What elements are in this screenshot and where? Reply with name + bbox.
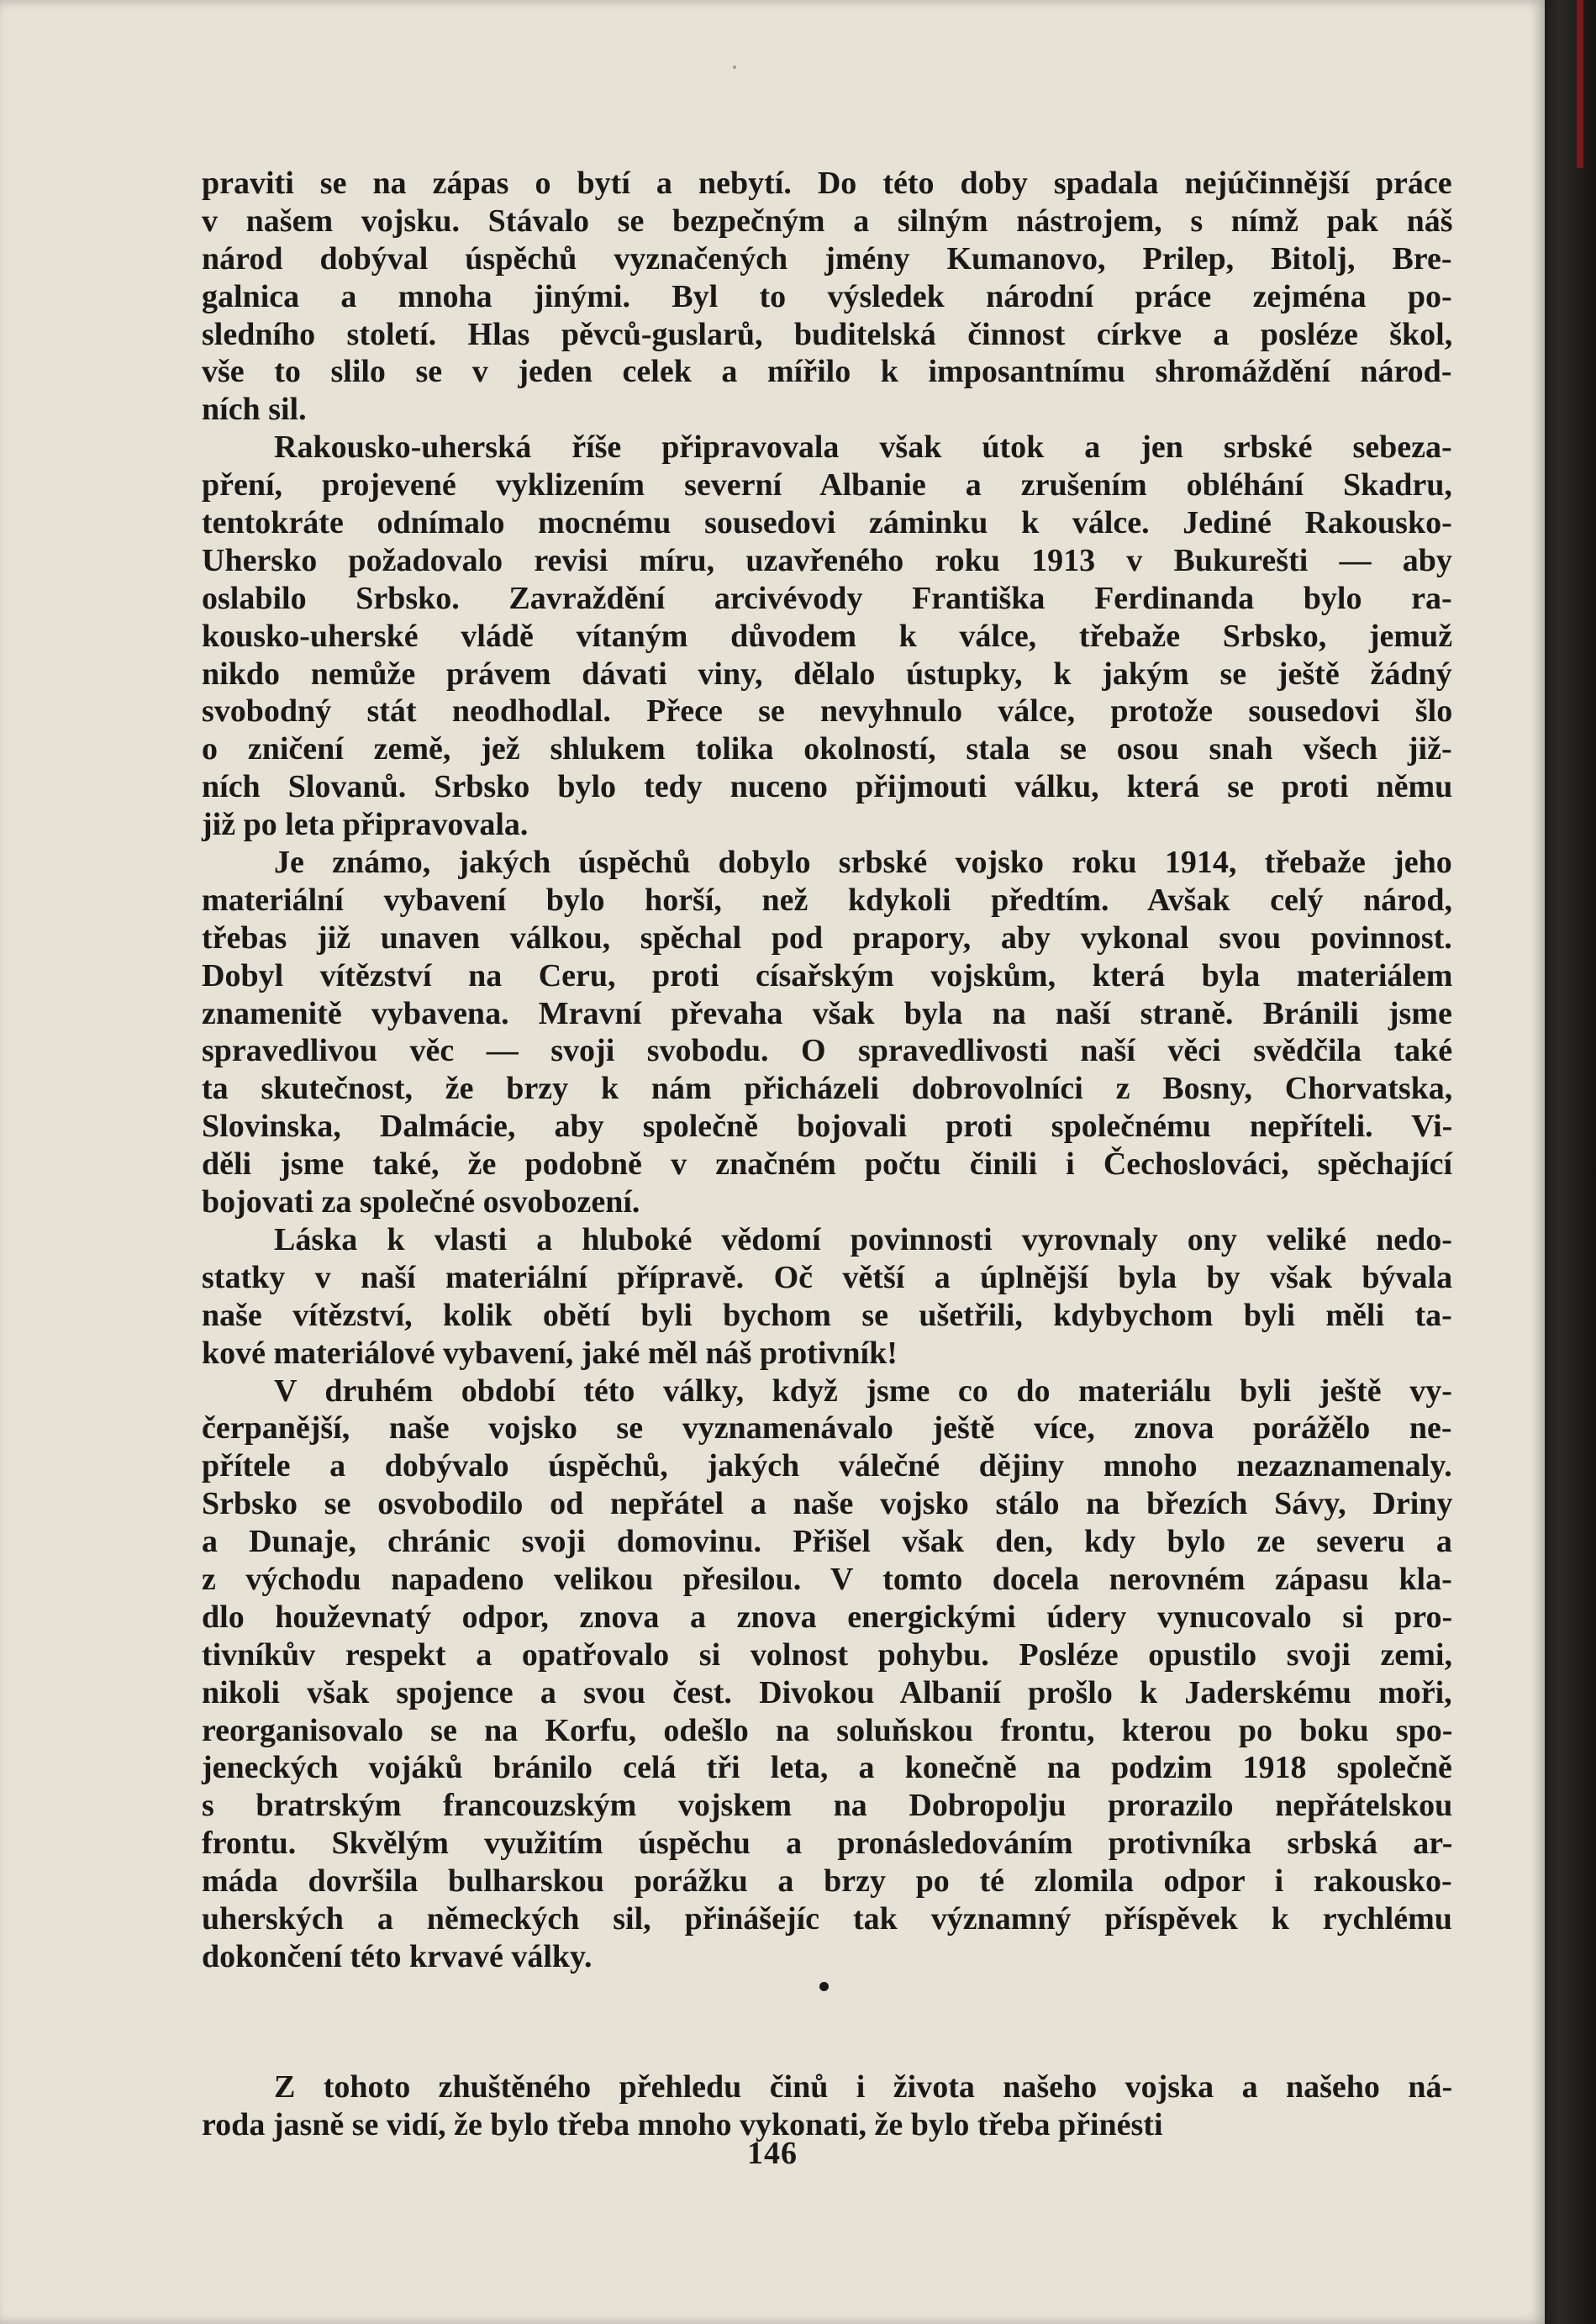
text-line: svobodný stát neodhodlal. Přece se nevyhnulo válce, protože sousedovi šlo [202,693,1453,730]
text-line: tivníkův respekt a opatřovalo si volnost pohybu. Posléze opustilo svoji zemi, [202,1636,1452,1673]
section-dot [819,1982,829,1991]
text-line: V druhém období této války, když jsme co do materiálu byli ještě vy- [274,1373,1452,1409]
text-line: uherských a německých sil, přinášejíc tak významný příspěvek k rychlému [202,1900,1452,1937]
text-line: ních Slovanů. Srbsko bylo tedy nuceno přijmouti válku, která se proti němu [202,769,1453,805]
paragraph [202,1373,1452,1976]
text-line: statky v naší materiální přípravě. Oč větší a úplnější byla by však bývala [202,1259,1453,1295]
text-line: oslabilo Srbsko. Zavraždění arcivévody Františka Ferdinanda bylo ra- [202,580,1452,616]
text-line: o zničení země, jež shlukem tolika okolností, stala se osou snah všech již- [202,731,1452,767]
text-line: roda jasně se vidí, že bylo třeba mnoho vykonati, že bylo třeba přinésti [202,2106,1163,2142]
body-text [202,165,1452,2144]
paragraph [202,1221,1452,1373]
text-line: tentokráte odnímalo mocnému sousedovi záminku k válce. Jediné Rakousko- [202,505,1452,541]
text-line: bojovati za společné osvobození. [202,1184,640,1220]
text-line: naše vítězství, kolik obětí byli bychom se ušetřili, kdybychom byli měli ta- [202,1297,1452,1333]
text-line: Srbsko se osvobodilo od nepřátel a naše vojsko stálo na březích Sávy, Driny [202,1486,1453,1522]
text-line: nikoli však spojence a svou čest. Divokou Albanií prošlo k Jaderskému moři, [202,1674,1452,1710]
text-line: materiální vybavení bylo horší, než kdykoli předtím. Avšak celý národ, [202,882,1452,918]
text-line: přítele a dobývalo úspěchů, jakých válečné dějiny mnoho nezaznamenaly. [202,1448,1452,1484]
book-edge [1545,0,1596,2324]
text-line: třebas již unaven válkou, spěchal pod prapory, aby vykonal svou povinnost. [202,920,1452,956]
text-line: Slovinska, Dalmácie, aby společně bojovali proti společnému nepříteli. Vi- [202,1109,1453,1145]
text-line: děli jsme také, že podobně v značném počtu činili i Čechoslováci, spěchající [202,1146,1453,1183]
text-line: Rakousko-uherská říše připravovala však útok a jen srbské sebeza- [274,429,1452,466]
text-line: z východu napadeno velikou přesilou. V tomto docela nerovném zápasu kla- [202,1561,1452,1597]
text-line: spravedlivou věc — svoji svobodu. O spravedlivosti naší věci svědčila také [202,1033,1453,1069]
text-line: Z tohoto zhuštěného přehledu činů i života našeho vojska a našeho ná- [274,2068,1453,2105]
text-line: již po leta připravovala. [202,807,529,843]
book-edge-accent [1577,0,1583,168]
text-line: jeneckých vojáků bránilo celá tři leta, a konečně na podzim 1918 společně [202,1750,1452,1786]
text-line: v našem vojsku. Stávalo se bezpečným a silným nástrojem, s nímž pak náš [202,203,1453,239]
text-line: a Dunaje, chránic svoji domovinu. Přišel však den, kdy bylo ze severu a [202,1524,1452,1560]
paragraph [202,2068,1452,2144]
text-line: dlo houževnatý odpor, znova a znova energickými údery vynucovalo si pro- [202,1599,1453,1635]
text-line: Je známo, jakých úspěchů dobylo srbské vojsko roku 1914, třebaže jeho [274,845,1452,881]
text-line: ta skutečnost, že brzy k nám přicházeli dobrovolníci z Bosny, Chorvatska, [202,1071,1453,1107]
page-number: 146 [747,2136,798,2171]
text-line: kové materiálové vybavení, jaké měl náš protivník! [202,1335,898,1371]
text-line: Láska k vlasti a hluboké vědomí povinnosti vyrovnaly ony veliké nedo- [274,1221,1452,1257]
text-line: znamenitě vybavena. Mravní převaha však byla na naší straně. Bránili jsme [202,995,1452,1031]
text-line: čerpanější, naše vojsko se vyznamenávalo ještě více, znova porážělo ne- [202,1410,1452,1447]
text-line: nikdo nemůže právem dávati viny, dělalo ústupky, k jakým se ještě žádný [202,656,1452,692]
text-line: praviti se na zápas o bytí a nebytí. Do této doby spadala nejúčinnější práce [202,166,1452,201]
text-line: dokončení této krvavé války. [202,1938,593,1974]
page-speck [733,66,736,69]
text-line: pření, projevené vyklizením severní Albanie a zrušením obléhání Skadru, [202,467,1452,503]
text-line: Uhersko požadovalo revisi míru, uzavřeného roku 1913 v Bukurešti — aby [202,542,1452,578]
text-line: sledního století. Hlas pěvců-guslarů, buditelská činnost církve a posléze škol, [202,316,1453,352]
text-line: vše to slilo se v jeden celek a mířilo k imposantnímu shromáždění národ- [202,354,1452,390]
text-line: ních sil. [202,392,307,428]
paragraph [202,165,1452,429]
text-line: Dobyl vítězství na Ceru, proti císařským vojskům, která byla materiálem [202,957,1453,993]
text-line: národ dobýval úspěchů vyznačených jmény Kumanovo, Prilep, Bitolj, Bre- [202,240,1452,277]
text-line: galnica a mnoha jinými. Byl to výsledek národní práce zejména po- [202,278,1452,314]
section-break [202,1976,1452,2068]
text-line: kousko-uherské vládě vítaným důvodem k válce, třebaže Srbsko, jemuž [202,618,1453,654]
paragraph [202,429,1452,844]
text-line: máda dovršila bulharskou porážku a brzy po té zlomila odpor i rakousko- [202,1863,1452,1900]
text-line: frontu. Skvělým využitím úspěchu a pronásledováním protivníka srbská ar- [202,1826,1453,1862]
text-line: s bratrským francouzským vojskem na Dobropolju prorazilo nepřátelskou [202,1788,1453,1824]
text-line: reorganisovalo se na Korfu, odešlo na soluňskou frontu, kterou po boku spo- [202,1712,1453,1748]
paragraph [202,844,1452,1221]
